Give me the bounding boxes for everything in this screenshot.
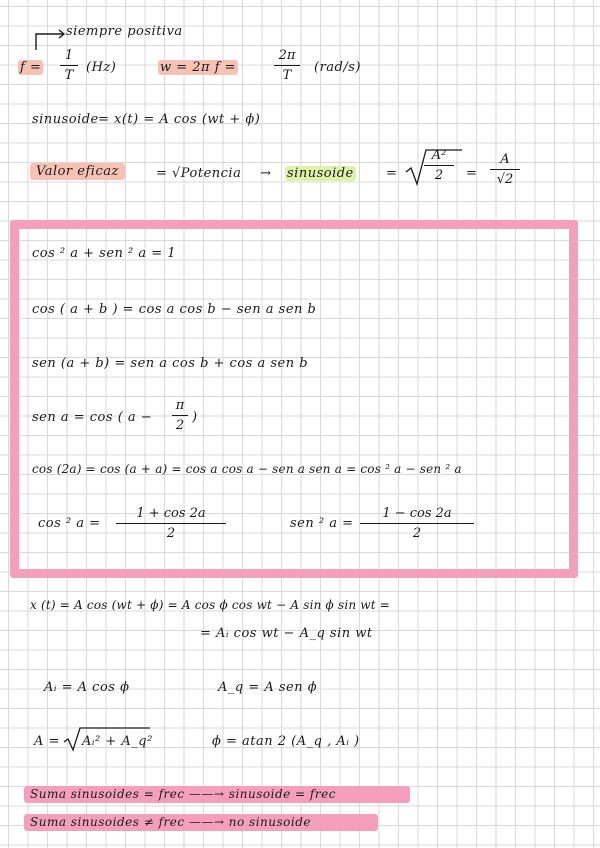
cos2-fraction: 1 + cos 2a 2 bbox=[116, 506, 226, 541]
valor-eficaz-eq3: = bbox=[466, 166, 478, 181]
sen2-fraction: 1 − cos 2a 2 bbox=[360, 506, 474, 541]
valor-eficaz-label: Valor eficaz bbox=[30, 164, 125, 179]
identity-line-2: cos ( a + b ) = cos a cos b − sen a sen b bbox=[32, 302, 317, 317]
valor-eficaz-eq1: = √Potencia bbox=[156, 166, 242, 181]
identity-line-3: sen (a + b) = sen a cos b + cos a sen b bbox=[32, 356, 309, 371]
pi-over-2: π 2 bbox=[172, 398, 188, 433]
phi-definition: ϕ = atan 2 (A_q , Aᵢ ) bbox=[212, 734, 360, 749]
f-fraction: 1 T bbox=[60, 48, 78, 83]
result-fraction: A √2 bbox=[490, 152, 520, 187]
w-unit: (rad/s) bbox=[314, 60, 361, 75]
conclusion-line-2: Suma sinusoides ≠ frec ——→ no sinusoide bbox=[30, 815, 312, 829]
identity-line-4-close: ) bbox=[192, 410, 198, 425]
a-lhs: A = bbox=[34, 734, 60, 749]
valor-eficaz-arrow: → bbox=[260, 166, 272, 181]
positive-note: siempre positiva bbox=[66, 24, 183, 39]
f-unit: (Hz) bbox=[86, 60, 117, 75]
valor-eficaz-eq2: = bbox=[386, 166, 398, 181]
expansion-line-1: x (t) = A cos (wt + ϕ) = A cos ϕ cos wt − A sin ϕ sin wt = bbox=[30, 598, 391, 612]
valor-eficaz-label2: sinusoide bbox=[287, 166, 354, 181]
aq-definition: A_q = A sen ϕ bbox=[218, 680, 318, 695]
f-lhs: f = bbox=[20, 60, 42, 75]
sinusoide-label: sinusoide bbox=[32, 112, 99, 127]
w-lhs: w = 2π f = bbox=[160, 60, 237, 75]
cos2-lhs: cos ² a = bbox=[38, 516, 101, 531]
sinusoide-eq: = x(t) = A cos (wt + ϕ) bbox=[98, 112, 261, 127]
identity-line-4: sen a = cos ( a − bbox=[32, 410, 153, 425]
ai-definition: Aᵢ = A cos ϕ bbox=[44, 680, 130, 695]
w-fraction: 2π T bbox=[274, 48, 300, 83]
identity-line-5: cos (2a) = cos (a + a) = cos a cos a − sen a sen a = cos ² a − sen ² a bbox=[32, 462, 462, 476]
a-root: Aᵢ² + A_q² bbox=[82, 734, 153, 749]
identity-line-1: cos ² a + sen ² a = 1 bbox=[32, 246, 177, 261]
conclusion-line-1: Suma sinusoides = frec ——→ sinusoide = frec bbox=[30, 787, 336, 801]
sen2-lhs: sen ² a = bbox=[290, 516, 354, 531]
expansion-line-2: = Aᵢ cos wt − A_q sin wt bbox=[200, 626, 373, 641]
root-fraction: A² 2 bbox=[424, 148, 454, 183]
